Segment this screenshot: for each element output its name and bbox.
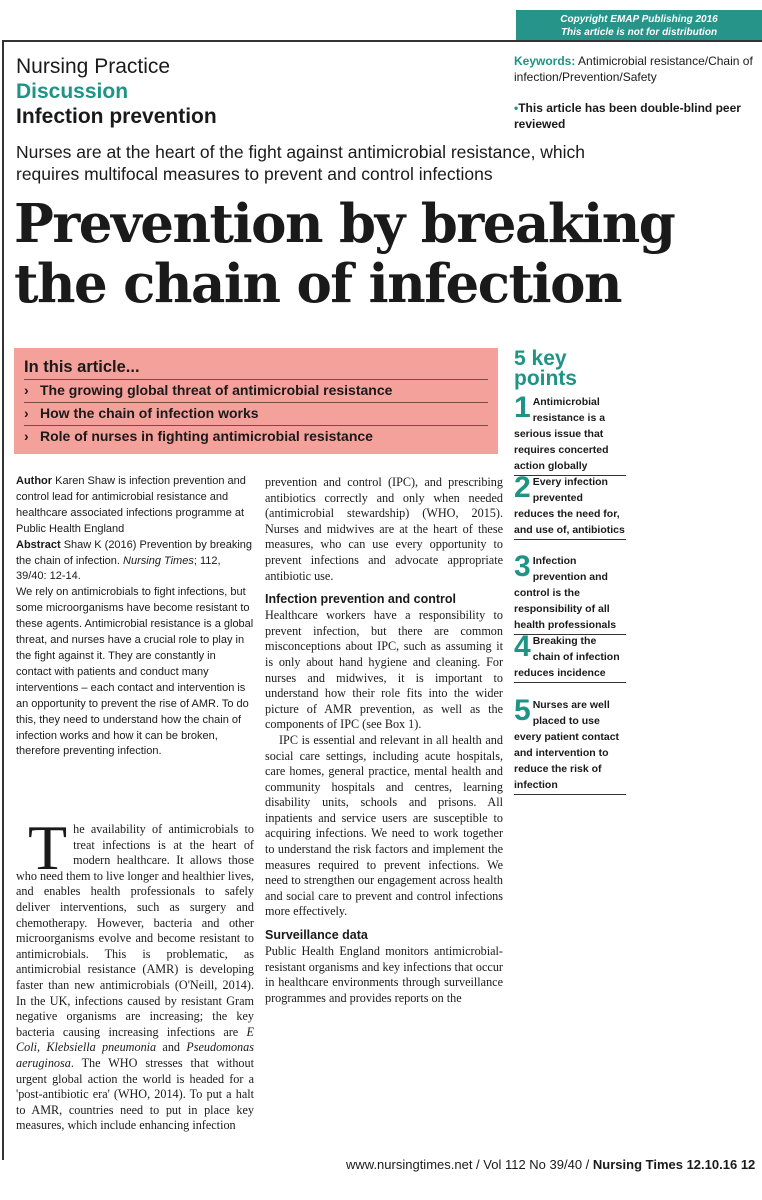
key-point-text: Nurses are well placed to use every patient contact and intervention to reduce the risk of infection xyxy=(514,699,620,791)
body-text: . The WHO stresses that without urgent global action the world is headed for a 'post-antibiotic era' (WHO, 2014). To put a halt to AMR, countries need to put in place key measures, which include enhancing infection xyxy=(16,1055,254,1133)
page-footer xyxy=(346,1156,755,1174)
copyright-line: Copyright EMAP Publishing 2016 xyxy=(560,14,718,25)
key-point-number: 3 xyxy=(514,550,531,583)
in-this-article-item-label: How the chain of infection works xyxy=(40,405,259,421)
species-name: E Coli xyxy=(16,1024,254,1055)
headline xyxy=(14,194,734,314)
headline-line-2: the chain of infection xyxy=(14,253,622,315)
footer-url-volume: www.nursingtimes.net / Vol 112 No 39/40 / xyxy=(346,1157,590,1172)
citation-text: Shaw K (2016) Prevention by breaking the chain of infection. xyxy=(16,538,253,567)
author xyxy=(16,474,254,538)
in-this-article-item-label: The growing global threat of antimicrobial resistance xyxy=(40,382,393,398)
body-text: , xyxy=(37,1040,47,1055)
in-this-article-box xyxy=(14,348,498,454)
abstract-text: We rely on antimicrobials to fight infections, but some microorganisms have become resistant to these agents. Antimicrobial resistance is a global threat, and nurses have a crucial role to play in the fight against it. They are constantly in contact with patients and conduct many interventions – each contact and intervention is an opportunity to prevent the rise of AMR. To do this, they need to understand how the chain of infection works and how it can be broken, therefore preventing infection. xyxy=(16,586,254,758)
journal-name: Nursing Times xyxy=(123,554,194,567)
citation-volume: ; 112, 39/40: 12-14. xyxy=(16,554,221,583)
body-column-1 xyxy=(16,812,254,1134)
body-text: and xyxy=(156,1040,187,1055)
keywords-text: Antimicrobial resistance/Chain of infection/Prevention/Safety xyxy=(514,54,753,84)
in-this-article-item xyxy=(24,425,488,447)
key-point-number: 2 xyxy=(514,471,531,504)
peer-review-note xyxy=(514,100,758,132)
key-point-number: 5 xyxy=(514,694,531,727)
key-point xyxy=(514,630,626,683)
keywords xyxy=(514,53,758,85)
author-label: Author xyxy=(16,475,53,487)
chevron-right-icon: › xyxy=(24,428,29,444)
body-paragraph: IPC is essential and relevant in all health and social care settings, including acute hospitals, care homes, general practice, mental health and community hospitals and centres, learning disability units, schools and prisons. All inpatients and service users are susceptible to acquiring infections. We need to work together to understand the risk factors and implement the measures required to prevent infections. We need to strengthen our engagement across health and social care to prevent and control infections more effectively. xyxy=(265,732,503,919)
subheading: Surveillance data xyxy=(265,928,368,943)
key-point-number: 1 xyxy=(514,391,531,424)
key-point-number: 4 xyxy=(514,630,531,663)
chevron-right-icon: › xyxy=(24,405,29,421)
key-point-text: Every infection prevented reduces the need for, and use of, antibiotics xyxy=(514,476,625,536)
in-this-article-item xyxy=(24,379,488,401)
drop-cap: T xyxy=(28,812,68,883)
in-this-article-item-label: Role of nurses in fighting antimicrobial resistance xyxy=(40,428,373,444)
key-points-title: 5 key points xyxy=(514,347,577,390)
body-paragraph-continued: prevention and control (IPC), and prescribing antibiotics correctly and only when needed (antimicrobial stewardship) (WHO, 2015). Nurses and midwives are at the heart of these measures, who can use every opportunity to prevent infections and advocate appropriate antibiotic use. xyxy=(265,475,503,583)
keywords-label: Keywords: xyxy=(514,54,576,68)
chevron-right-icon: › xyxy=(24,382,29,398)
abstract-citation xyxy=(16,538,254,586)
species-name: Pseudomonas aeruginosa xyxy=(16,1040,254,1070)
abstract-label: Abstract xyxy=(16,538,61,551)
in-this-article-title: In this article... xyxy=(24,358,140,376)
article-type: Discussion xyxy=(16,80,129,103)
standfirst: Nurses are at the heart of the fight against antimicrobial resistance, which requires multifocal measures to prevent and control infections xyxy=(16,142,586,184)
body-column-2 xyxy=(265,475,503,1006)
top-rule xyxy=(2,40,762,42)
article-topic: Infection prevention xyxy=(16,105,217,128)
body-text: he availability of antimicrobials to treat infections is at the heart of modern healthcare. It allows those who need them to live longer and healthier lives, and enables health professionals to safely deliver interventions, such as surgery and chemotherapy. However, bacteria and other microorganisms evolve and become resistant to antimicrobials. This is problematic, as antimicrobial resistance (AMR) is developing faster than new antimicrobials (O'Neill, 2014). In the UK, infections caused by resistant Gram negative organisms are increasing; the key bacteria causing increasing infections are xyxy=(16,822,254,1039)
key-point-text: Breaking the chain of infection reduces incidence xyxy=(514,635,620,679)
subheading: Infection prevention and control xyxy=(265,592,456,607)
key-point xyxy=(514,471,626,540)
left-rule xyxy=(2,40,4,1160)
peer-review-text: This article has been double-blind peer reviewed xyxy=(514,101,741,131)
section-title: Nursing Practice xyxy=(16,55,171,78)
section-header xyxy=(16,54,217,129)
footer-issue: Nursing Times 12.10.16 xyxy=(592,1157,738,1172)
body-paragraph xyxy=(16,812,254,1134)
key-point xyxy=(514,694,626,795)
author-abstract xyxy=(16,474,254,760)
copyright-banner xyxy=(516,10,762,42)
bullet-icon: • xyxy=(514,101,519,115)
in-this-article-item xyxy=(24,402,488,424)
species-name: Klebsiella pneumonia xyxy=(46,1040,157,1055)
body-paragraph: Public Health England monitors antimicrobial-resistant organisms and key infections that occur in healthcare environments through surveillance programmes and provides reports on the xyxy=(265,944,503,1005)
page-number: 12 xyxy=(740,1157,756,1172)
body-paragraph: Healthcare workers have a responsibility to prevent infection, but there are common misconceptions about IPC, such as assuming it is only about hand hygiene and cleaning. For nurses and midwives, it is important to understand how their role fits into the wider picture of AMR prevention, as well as the components of IPC (see Box 1). xyxy=(265,608,503,732)
key-point xyxy=(514,391,626,476)
key-point xyxy=(514,550,626,635)
key-point-text: Antimicrobial resistance is a serious issue that requires concerted action globally xyxy=(514,396,609,472)
author-text: Karen Shaw is infection prevention and control lead for antimicrobial resistance and healthcare associated infections programme at Public Health England xyxy=(16,475,246,535)
distribution-notice: This article is not for distribution xyxy=(560,27,718,38)
headline-line-1: Prevention by breaking xyxy=(14,193,675,255)
key-point-text: Infection prevention and control is the responsibility of all health professionals xyxy=(514,555,617,631)
